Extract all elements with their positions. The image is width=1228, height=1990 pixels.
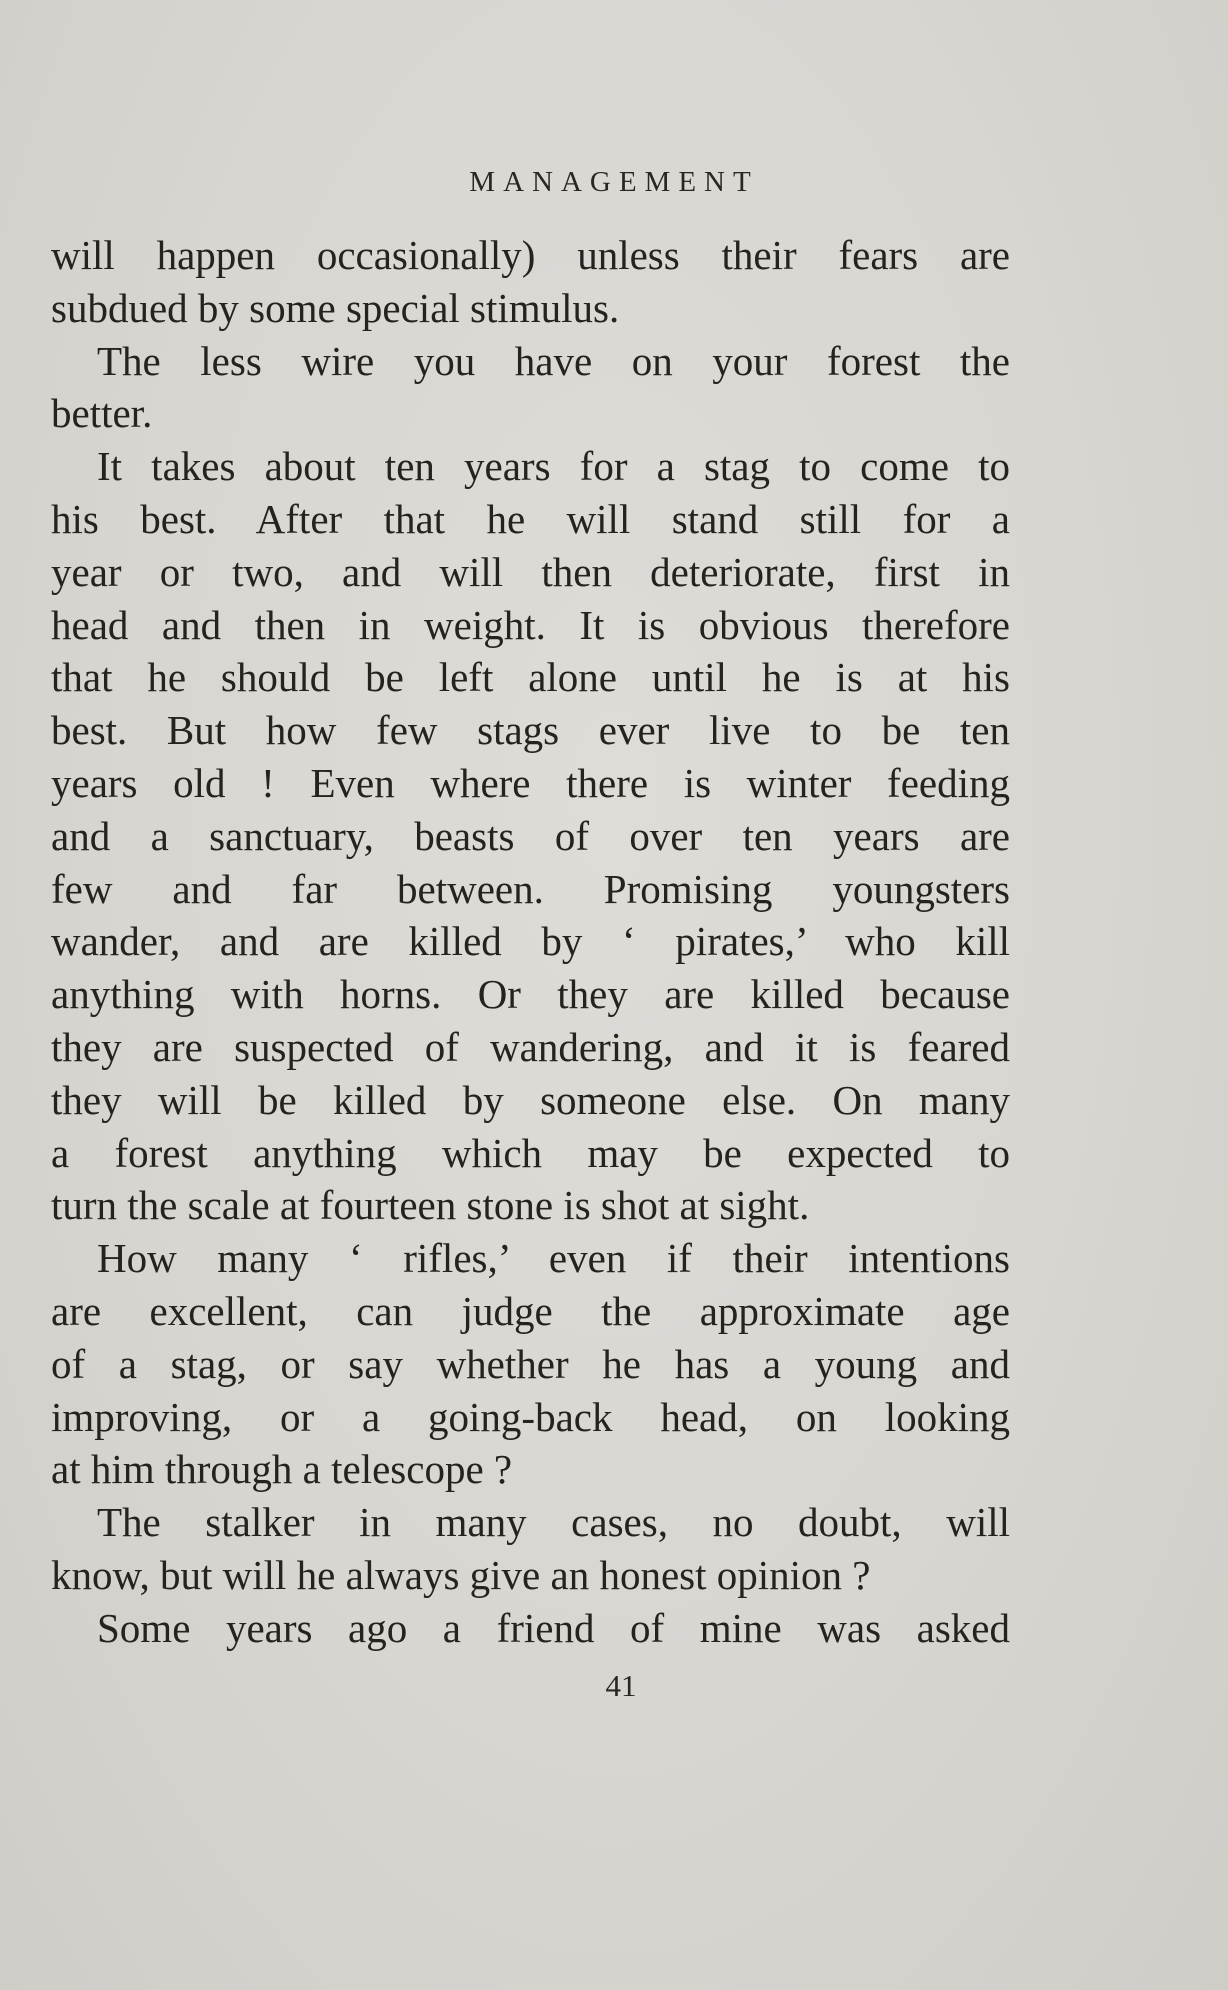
text-line: It takes about ten years for a stag to come to bbox=[97, 443, 1010, 490]
text-line: few and far between. Promising youngsters bbox=[51, 865, 1010, 912]
text-line: best. But how few stags ever live to be ten bbox=[51, 707, 1010, 754]
text-line: his best. After that he will stand still for a bbox=[51, 495, 1010, 542]
text-line: Some years ago a friend of mine was asked bbox=[97, 1604, 1010, 1651]
text-line: How many ‘ rifles,’ even if their intentions bbox=[97, 1235, 1010, 1282]
text-line: that he should be left alone until he is at his bbox=[51, 654, 1010, 701]
text-line: head and then in weight. It is obvious therefore bbox=[51, 601, 1010, 648]
text-line: know, but will he always give an honest opinion ? bbox=[51, 1551, 871, 1598]
text-line: subdued by some special stimulus. bbox=[51, 284, 620, 331]
text-line: improving, or a going-back head, on looking bbox=[51, 1393, 1010, 1440]
text-line: turn the scale at fourteen stone is shot at sight. bbox=[51, 1182, 810, 1229]
text-line: a forest anything which may be expected to bbox=[51, 1129, 1010, 1176]
text-line: of a stag, or say whether he has a young and bbox=[51, 1340, 1010, 1387]
text-line: are excellent, can judge the approximate age bbox=[51, 1287, 1010, 1334]
text-line: The less wire you have on your forest the bbox=[97, 337, 1010, 384]
text-line: will happen occasionally) unless their fears are bbox=[51, 232, 1010, 278]
text-line: anything with horns. Or they are killed because bbox=[51, 971, 1010, 1018]
running-head: MANAGEMENT bbox=[469, 166, 759, 198]
text-line: at him through a telescope ? bbox=[51, 1446, 513, 1493]
text-line: and a sanctuary, beasts of over ten years are bbox=[51, 812, 1010, 859]
text-line: they will be killed by someone else. On many bbox=[51, 1076, 1010, 1123]
page-number: 41 bbox=[605, 1668, 637, 1703]
text-line: wander, and are killed by ‘ pirates,’ who kill bbox=[51, 918, 1010, 965]
text-line: better. bbox=[51, 390, 153, 437]
body-text bbox=[51, 229, 1010, 1655]
text-line: years old ! Even where there is winter feeding bbox=[51, 759, 1010, 806]
text-line: The stalker in many cases, no doubt, will bbox=[97, 1499, 1010, 1546]
text-line: they are suspected of wandering, and it is feared bbox=[51, 1023, 1010, 1070]
text-line: year or two, and will then deteriorate, first in bbox=[51, 548, 1010, 595]
